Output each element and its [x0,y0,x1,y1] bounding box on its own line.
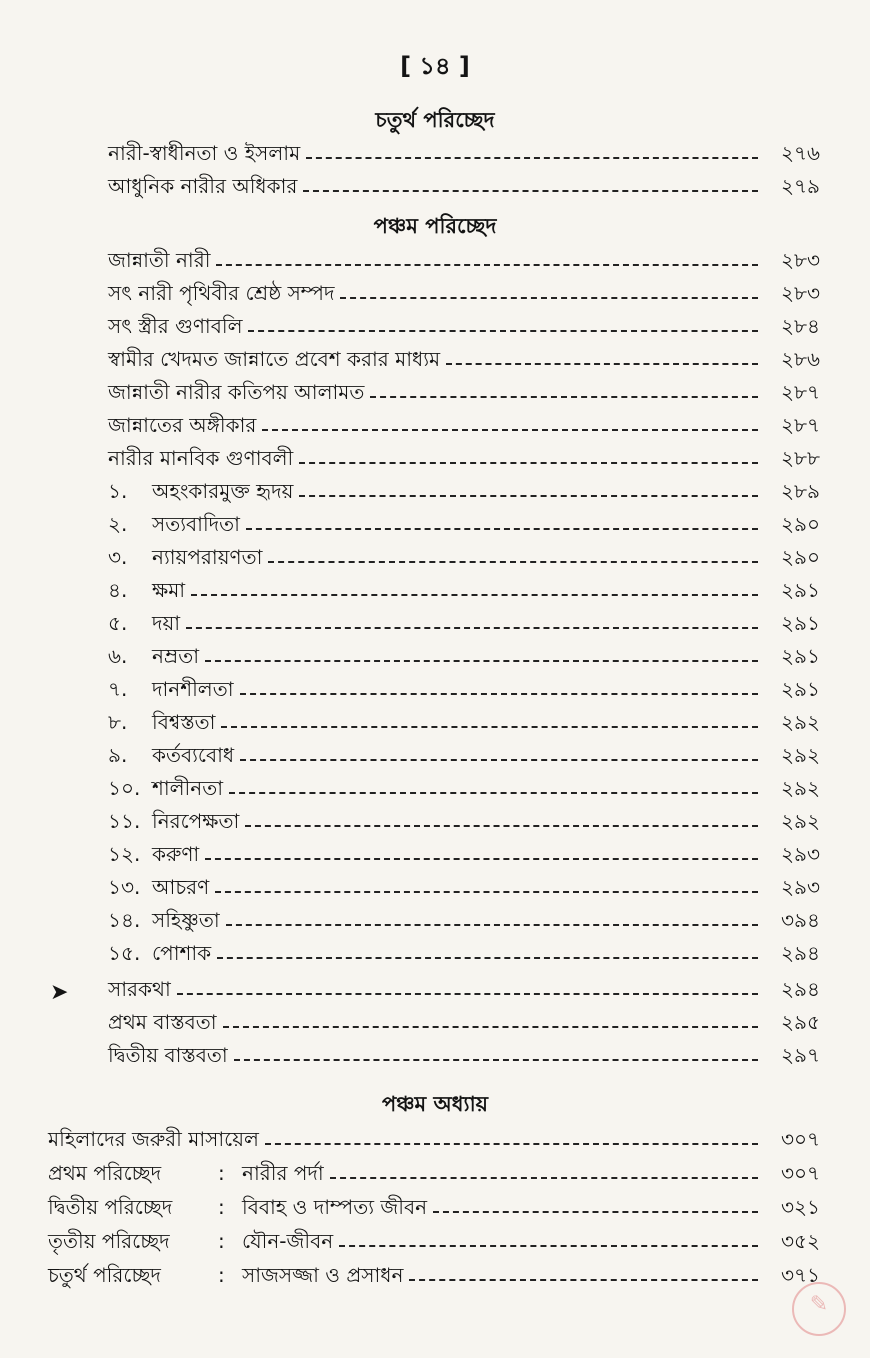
toc-entry-number: ৯. [108,743,128,767]
toc-entry-page: ২৮৪ [781,314,820,338]
toc-entry-page: ২৮৩ [781,281,820,305]
dot-leader [299,462,758,464]
toc-entry-page: ২৭৯ [781,174,820,198]
toc-entry[interactable] [108,738,820,768]
toc-entry-label: দ্বিতীয় বাস্তবতা [108,1043,228,1067]
toc-entry[interactable] [108,474,820,504]
toc-entry-label: ক্ষমা [152,578,186,602]
toc-entry[interactable] [108,870,820,900]
toc-entry[interactable] [48,1156,820,1186]
toc-entry-label: সহিষ্ণুতা [152,908,220,932]
toc-entry-page: ৩০৭ [780,1161,820,1185]
toc-entry[interactable] [108,169,820,199]
toc-entry[interactable] [48,1258,820,1288]
toc-entry[interactable] [108,408,820,438]
dot-leader [234,1059,758,1061]
dot-leader [248,330,758,332]
toc-entry-number: ১২. [108,842,141,866]
toc-entry-number: ২. [108,512,128,536]
dot-leader [433,1211,758,1213]
toc-entry-label: সারকথা [108,977,171,1001]
dot-leader [299,495,758,497]
toc-entry-page: ২৯১ [781,677,820,701]
toc-entry-page: ৩৯৪ [781,908,820,932]
toc-entry-label: জান্নাতী নারী [108,248,211,272]
toc-entry-page: ২৯০ [781,512,820,536]
toc-entry-number: ৪. [108,578,128,602]
arrow-bullet-icon: ➤ [50,980,69,1005]
toc-entry[interactable] [108,573,820,603]
toc-entry-label: নম্রতা [152,644,199,668]
toc-entry[interactable] [108,606,820,636]
toc-entry-label: সৎ নারী পৃথিবীর শ্রেষ্ঠ সম্পদ [108,281,335,305]
toc-entry-colon: : [218,1195,225,1219]
dot-leader [223,1026,758,1028]
dot-leader [306,157,758,159]
toc-entry-number: ৬. [108,644,128,668]
toc-entry[interactable] [108,309,820,339]
toc-entry-colon: : [218,1161,225,1185]
toc-entry-label: বিশ্বস্ততা [152,710,216,734]
toc-entry-number: ৫. [108,611,128,635]
toc-entry-page: ২৯৩ [781,875,820,899]
toc-entry-label: মহিলাদের জরুরী মাসায়েল [48,1127,259,1151]
toc-entry-page: ২৮৭ [781,380,820,404]
dot-leader [240,693,758,695]
toc-entry-label: অহংকারমুক্ত হৃদয় [152,479,294,503]
dot-leader [216,264,758,266]
toc-entry[interactable] [108,342,820,372]
toc-entry[interactable] [108,243,820,273]
toc-entry[interactable] [108,507,820,537]
toc-entry-page: ২৮৩ [781,248,820,272]
toc-entry[interactable] [108,672,820,702]
toc-entry[interactable] [108,540,820,570]
toc-entry-chapter: চতুর্থ পরিচ্ছেদ [48,1263,161,1287]
dot-leader [409,1279,758,1281]
dot-leader [177,993,758,995]
dot-leader [191,594,758,596]
toc-entry-colon: : [218,1229,225,1253]
toc-entry[interactable] [108,837,820,867]
toc-entry-label: ন্যায়পরায়ণতা [152,545,263,569]
toc-entry[interactable] [108,705,820,735]
dot-leader [303,190,758,192]
toc-entry-label: সৎ স্ত্রীর গুণাবলি [108,314,243,338]
toc-entry[interactable] [108,936,820,966]
dot-leader [246,528,758,530]
toc-entry-page: ২৮৭ [781,413,820,437]
toc-entry-label: নারীর মানবিক গুণাবলী [108,446,294,470]
toc-entry-page: ২৯২ [781,776,820,800]
toc-entry-number: ১৩. [108,875,141,899]
toc-entry[interactable] [108,804,820,834]
toc-entry-number: ১৪. [108,908,141,932]
toc-entry-label: শালীনতা [152,776,224,800]
toc-entry-page: ৩২১ [781,1195,820,1219]
dot-leader [205,660,758,662]
chapter4-heading: চতুর্থ পরিচ্ছেদ [375,108,495,132]
toc-entry-page: ২৮৮ [781,446,820,470]
toc-entry-label: নারীর পর্দা [242,1161,324,1185]
toc-entry-label: বিবাহ ও দাম্পত্য জীবন [242,1195,428,1219]
watermark-stamp-icon: ✎ [792,1282,846,1336]
toc-entry-label: নারী-স্বাধীনতা ও ইসলাম [108,141,301,165]
dot-leader [330,1177,758,1179]
dot-leader [217,957,758,959]
dot-leader [340,297,758,299]
toc-entry-number: ১১. [108,809,141,833]
toc-entry[interactable] [48,1122,820,1152]
toc-entry-label: পোশাক [152,941,212,965]
toc-entry-number: ৮. [108,710,128,734]
toc-entry-page: ২৮৬ [781,347,820,371]
dot-leader [186,627,758,629]
toc-entry-number: ১. [108,479,128,503]
toc-entry[interactable] [108,441,820,471]
dot-leader [339,1245,758,1247]
toc-entry-number: ৩. [108,545,128,569]
toc-entry-page: ২৯১ [781,611,820,635]
toc-entry-label: প্রথম বাস্তবতা [108,1010,217,1034]
toc-entry[interactable] [48,1190,820,1220]
toc-entry-page: ২৯২ [781,710,820,734]
toc-entry-label: নিরপেক্ষতা [152,809,240,833]
toc-entry-page: ২৯০ [781,545,820,569]
toc-entry[interactable] [108,972,820,1002]
toc-entry-label: কর্তব্যবোধ [152,743,235,767]
dot-leader [370,396,758,398]
toc-entry-page: ২৯৫ [781,1010,820,1034]
toc-entry-label: আধুনিক নারীর অধিকার [108,174,298,198]
toc-entry-label: যৌন-জীবন [242,1229,334,1253]
toc-entry-chapter: দ্বিতীয় পরিচ্ছেদ [48,1195,173,1219]
toc-entry-label: সাজসজ্জা ও প্রসাধন [242,1263,404,1287]
toc-entry[interactable] [108,276,820,306]
toc-entry-label: দয়া [152,611,181,635]
toc-entry-page: ৩৫২ [781,1229,820,1253]
toc-entry[interactable] [108,903,820,933]
toc-entry-label: সত্যবাদিতা [152,512,240,536]
toc-entry-page: ২৯৪ [781,941,820,965]
toc-entry[interactable] [108,1038,820,1068]
part5-heading: পঞ্চম অধ্যায় [381,1092,489,1116]
toc-entry-label: করুণা [152,842,200,866]
toc-entry-number: ৭. [108,677,128,701]
dot-leader [262,429,758,431]
toc-entry-label: আচরণ [152,875,210,899]
toc-entry-page: ৩৭১ [781,1263,820,1287]
toc-entry[interactable] [108,375,820,405]
toc-entry-page: ২৯৭ [781,1043,820,1067]
dot-leader [446,363,758,365]
toc-entry-page: ২৭৬ [780,141,820,165]
toc-entry-label: স্বামীর খেদমত জান্নাতে প্রবেশ করার মাধ্যম [108,347,441,371]
toc-entry-chapter: প্রথম পরিচ্ছেদ [48,1161,162,1185]
toc-entry[interactable] [108,771,820,801]
dot-leader [215,891,758,893]
toc-entry-label: জান্নাতের অঙ্গীকার [108,413,257,437]
dot-leader [268,561,758,563]
toc-entry-label: দানশীলতা [152,677,234,701]
toc-entry-colon: : [218,1263,225,1287]
toc-entry-number: ১০. [108,776,141,800]
toc-entry[interactable] [108,136,820,166]
dot-leader [240,759,758,761]
toc-entry-page: ২৯৩ [781,842,820,866]
toc-entry[interactable] [48,1224,820,1254]
dot-leader [229,792,758,794]
dot-leader [245,825,758,827]
page-number: [ ১৪ ] [400,52,470,80]
toc-entry-page: ২৯২ [781,743,820,767]
toc-entry-label: জান্নাতী নারীর কতিপয় আলামত [108,380,365,404]
dot-leader [205,858,758,860]
toc-entry-page: ২৯১ [781,644,820,668]
dot-leader [265,1143,758,1145]
toc-entry-chapter: তৃতীয় পরিচ্ছেদ [48,1229,170,1253]
dot-leader [226,924,758,926]
toc-entry-page: ২৮৯ [781,479,820,503]
toc-entry[interactable] [108,639,820,669]
toc-entry-page: ২৯১ [781,578,820,602]
toc-entry-page: ২৯৪ [781,977,820,1001]
toc-entry-page: ৩০৭ [780,1127,820,1151]
dot-leader [221,726,758,728]
chapter5-heading: পঞ্চম পরিচ্ছেদ [373,214,497,238]
toc-entry[interactable] [108,1005,820,1035]
toc-entry-page: ২৯২ [781,809,820,833]
toc-entry-number: ১৫. [108,941,141,965]
